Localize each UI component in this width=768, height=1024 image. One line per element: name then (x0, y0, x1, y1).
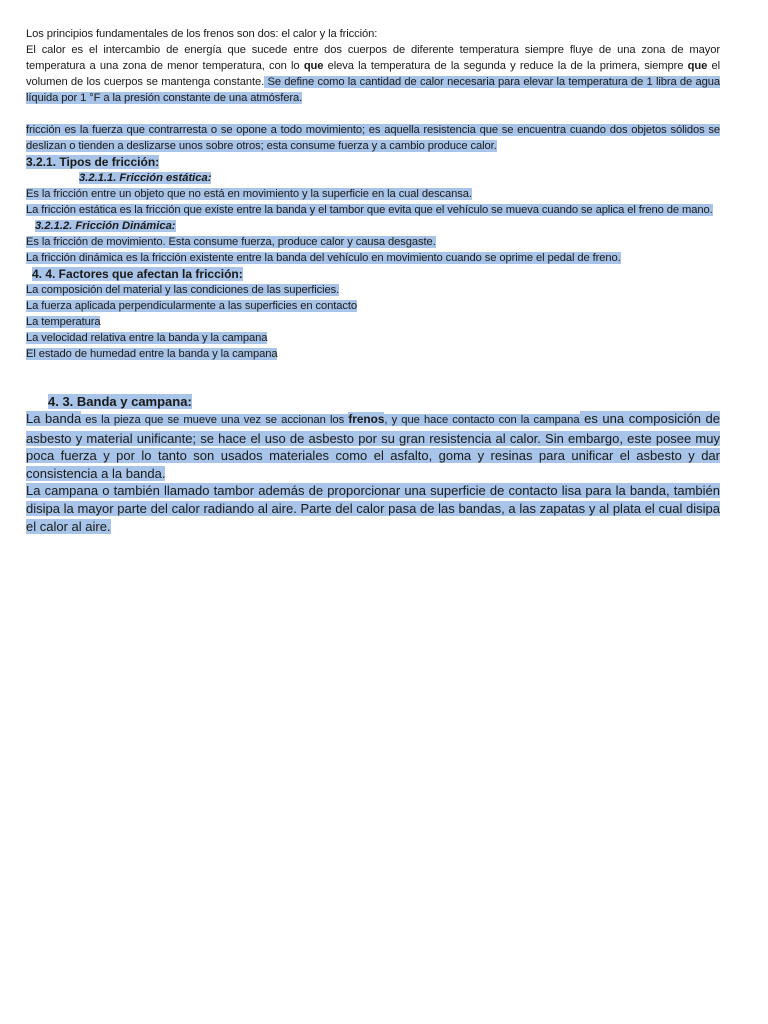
heading-tipos-friccion: 3.2.1. Tipos de fricción: (26, 155, 160, 169)
banda-text-c: , y que hace contacto con la campana (384, 414, 580, 426)
campana-paragraph: La campana o también llamado tambor además de proporcionar una superficie de contacto lisa para la banda, también disipa la mayor parte del calor radiando al aire. Parte del calor pasa de las bandas, a las zapatas y al plata el cual disipa el calor al aire. (26, 483, 720, 534)
banda-highlight: es una composición de asbesto y material unificante; se hace el uso de asbesto por su gran resistencia al calor. Sin embargo, este posee muy poca fuerza y por lo tanto son usados materiales como el asfalto, goma y resinas para unificar el asbesto y dar consistencia a la banda. (26, 411, 720, 481)
factor-item: La velocidad relativa entre la banda y la campana (26, 332, 268, 344)
estatica-line-2: La fricción estática es la fricción que existe entre la banda y el tambor que evita que el vehículo se mueva cuando se aplica el freno de mano. (26, 204, 713, 216)
heading-friccion-dinamica: 3.2.1.2. Fricción Dinámica: (35, 220, 176, 232)
que-word-2: que (687, 60, 708, 72)
banda-paragraph (26, 410, 720, 482)
calor-highlight: Se define como la cantidad de calor necesaria para elevar la temperatura de 1 libra de agua líquida por 1 °F a la presión constante de una atmósfera. (26, 76, 720, 104)
intro-line: Los principios fundamentales de los frenos son dos: el calor y la fricción: (26, 28, 378, 40)
friccion-definition (26, 122, 720, 154)
estatica-line-1: Es la fricción entre un objeto que no está en movimiento y la superficie en la cual descansa. (26, 188, 472, 200)
document-page (26, 26, 720, 535)
spacer (26, 106, 720, 122)
heading-friccion-estatica: 3.2.1.1. Fricción estática: (79, 172, 212, 184)
heading-banda-campana: 4. 3. Banda y campana: (48, 394, 192, 409)
calor-text-b: eleva la temperatura de la segunda y reduce la de la primera, siempre (323, 60, 688, 72)
frenos-word: frenos (348, 412, 385, 426)
factor-item: La fuerza aplicada perpendicularmente a las superficies en contacto (26, 300, 357, 312)
dinamica-line-2: La fricción dinámica es la fricción existente entre la banda del vehículo en movimiento cuando se oprime el pedal de freno. (26, 252, 621, 264)
factor-item: El estado de humedad entre la banda y la campana (26, 348, 278, 360)
friccion-def-text: fricción es la fuerza que contrarresta o se opone a todo movimiento; es aquella resistencia que se encuentra cuando dos objetos sólidos se deslizan o tienden a deslizarse unos sobre otros; esta consume fuerza y a cambio produce calor. (26, 124, 720, 152)
factor-item: La composición del material y las condiciones de las superficies. (26, 284, 340, 296)
calor-paragraph (26, 42, 720, 106)
factor-item: La temperatura (26, 316, 101, 328)
dinamica-line-1: Es la fricción de movimiento. Esta consume fuerza, produce calor y causa desgaste. (26, 236, 436, 248)
calor-text-c: el volumen de los cuerpos se mantenga constante. (26, 60, 720, 88)
que-word-1: que (303, 60, 324, 72)
heading-factores: 4. 4. Factores que afectan la fricción: (32, 267, 243, 281)
banda-lead: La banda (26, 411, 82, 426)
banda-text-b: es la pieza que se mueve una vez se accionan los (81, 414, 349, 426)
calor-text-a: El calor es el intercambio de energía que sucede entre dos cuerpos de diferente temperatura siempre fluye de una zona de mayor temperatura a una zona de menor temperatura, con lo (26, 44, 720, 72)
